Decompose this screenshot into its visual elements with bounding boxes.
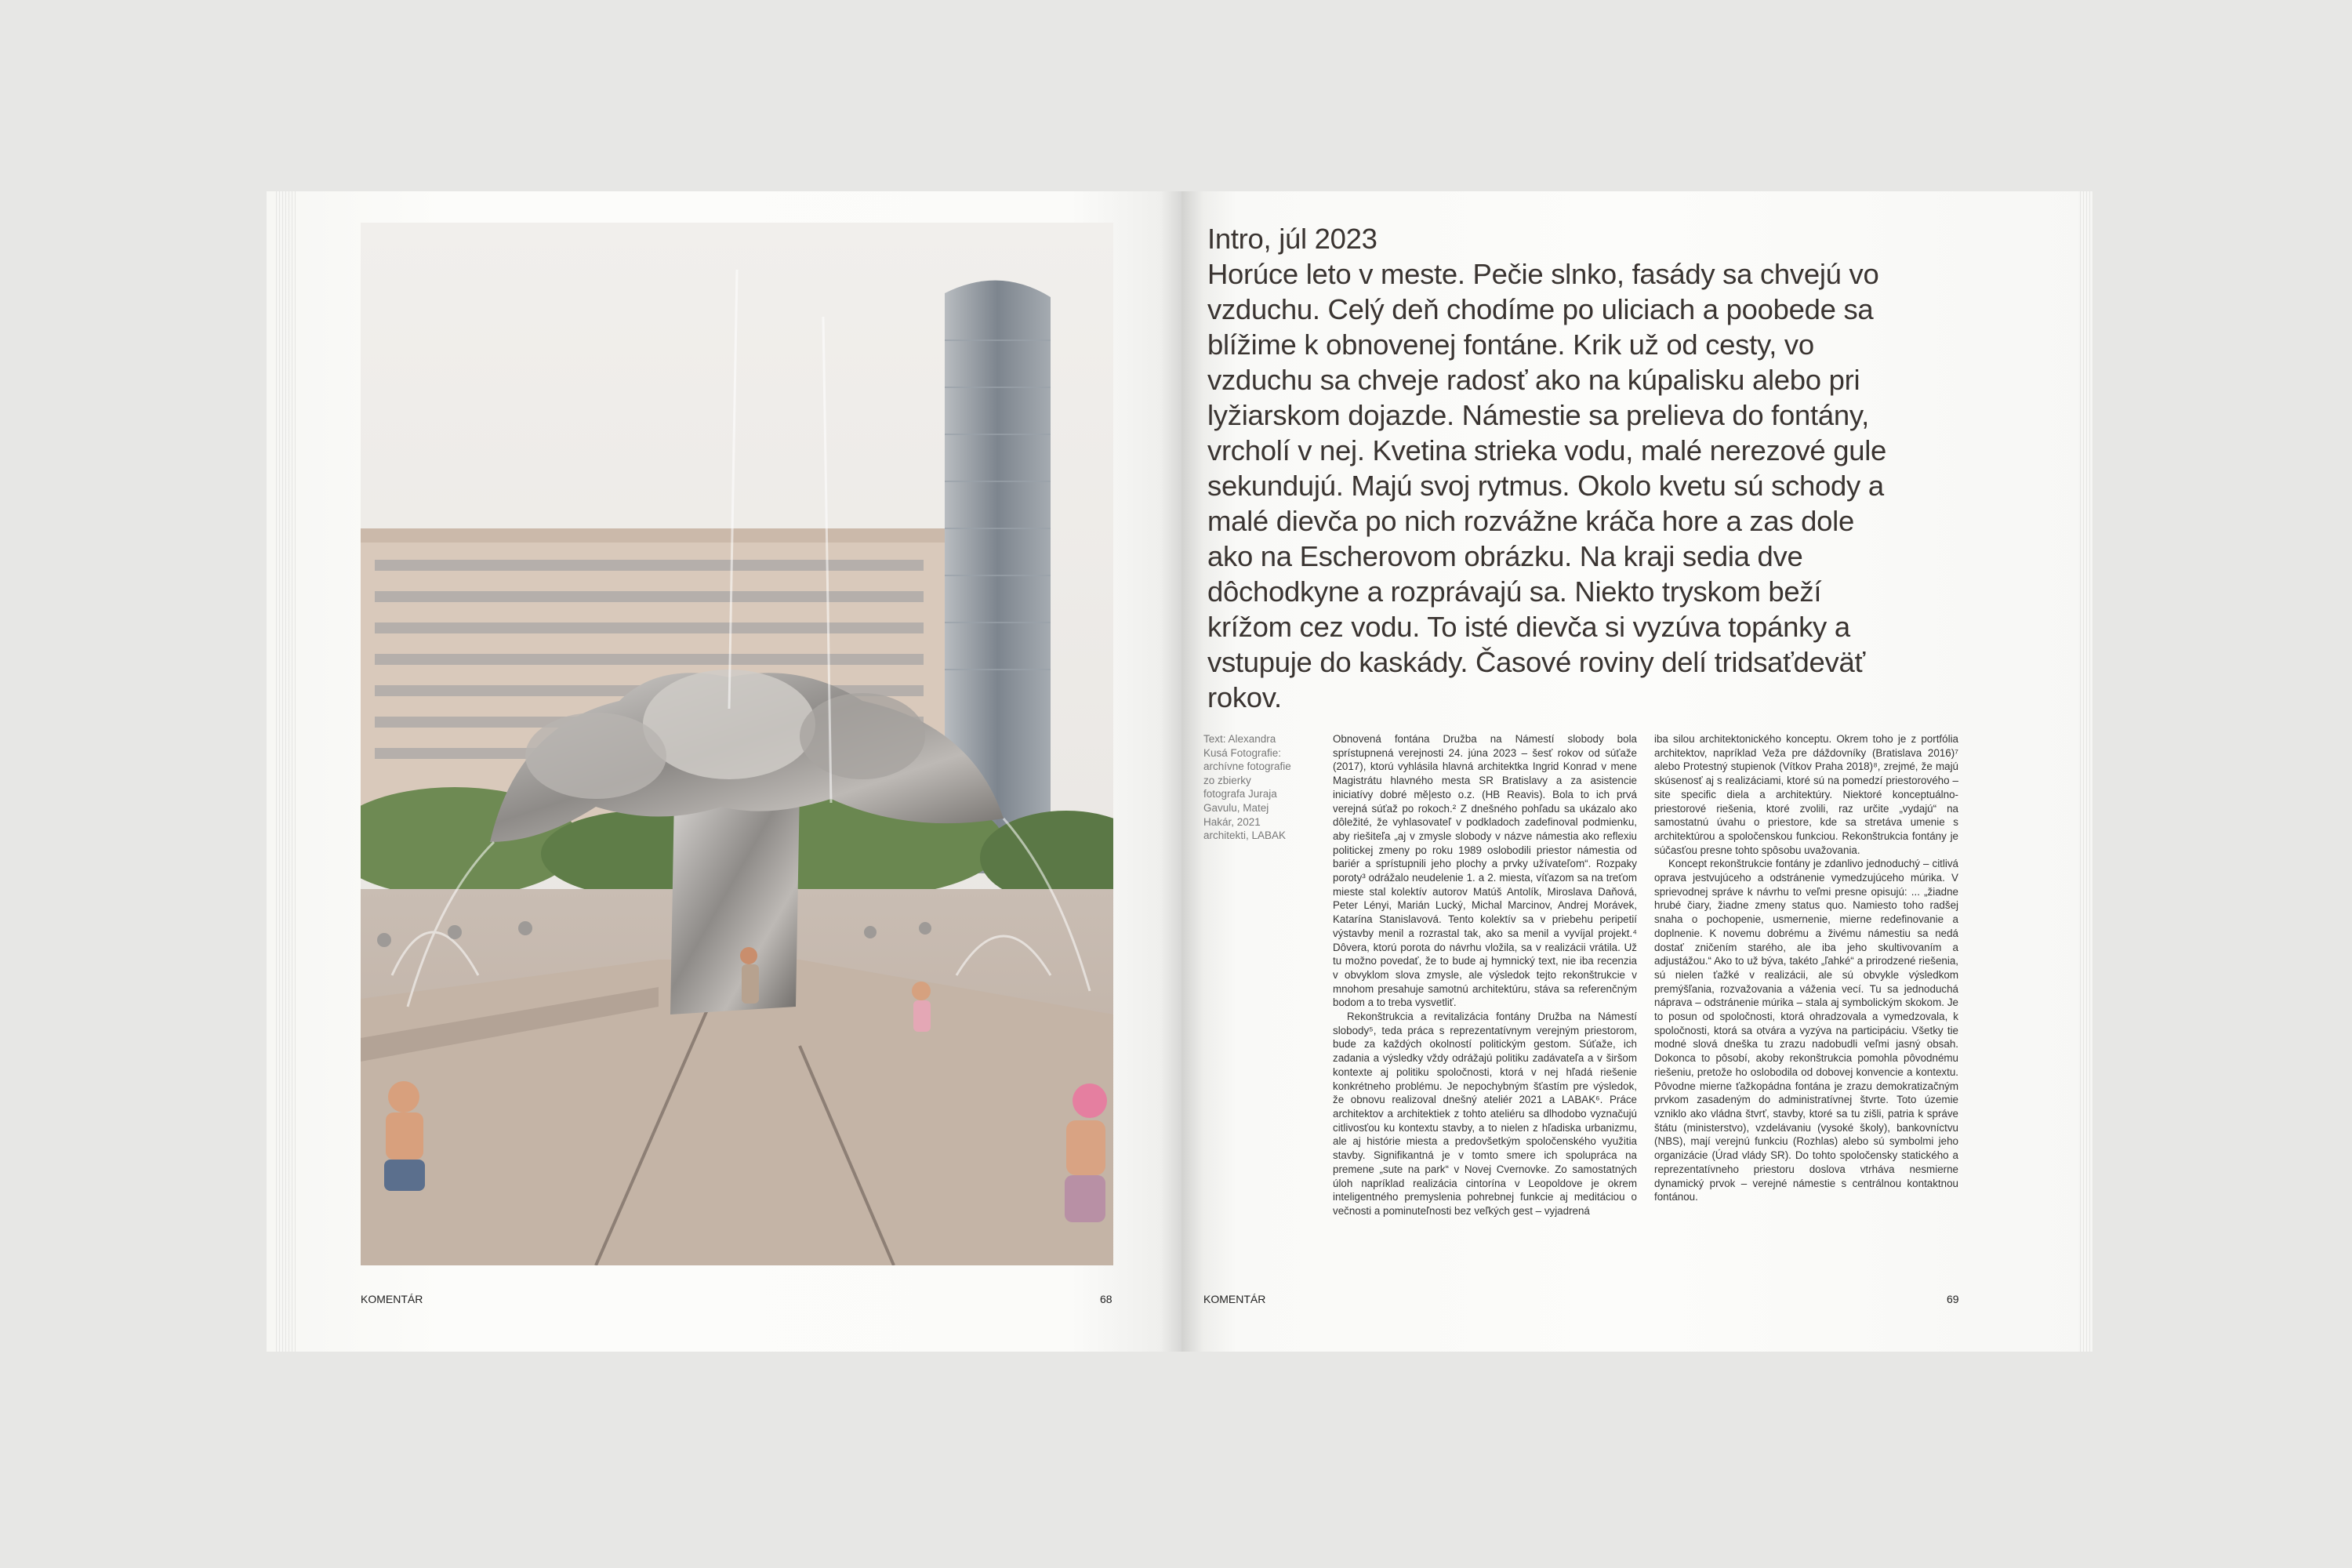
photo-fountain-icon (361, 223, 1113, 1265)
intro-text: Horúce leto v meste. Pečie slnko, fasády sa chvejú vo vzduchu. Celý deň chodíme po uliciach a poobede sa blížime k obnovenej fontáne. Krik už od cesty, vo vzduchu sa chveje radosť ako na kúpalisku alebo pri lyžiarskom dojazde. Námestie sa prelieva do fontány, vrcholí v nej. Kvetina strieka vodu, malé nerezové gule sekundujú. Majú svoj rytmus. Okolo kvetu sú schody a malé dievča po nich rozvážne kráča hore a zas dole ako na Escherovom obrázku. Na kraji sedia dve dôchodkyne a rozprávajú sa. Niekto tryskom beží krížom cez vodu. To isté dievča si vyzúva topánky a vstupuje do kaskády. Časové roviny delí tridsaťdeväť rokov. (1207, 258, 1887, 713)
left-footer-section: KOMENTÁR (361, 1293, 423, 1305)
column1-paragraph: Obnovená fontána Družba na Námestí slobody bola sprístupnená verejnosti 24. júna 2023 – šesť rokov od súťaže (2017), ktorú vyhlásila hlavná architektka Ingrid Konrad v mene Magistrátu hlavného mesta SR Bratislavy a za asistencie iniciatívy dobré mě|esto o.z. (HB Reavis). Bola to ich prvá verejná súťaž po rokoch.² Z dnešného pohľadu sa ukázalo ako dôležité, že vyhlasovateľ v podkladoch zadefinoval podmienku, aby riešiteľa „aj v zmysle slobody v názve námestia ako reflexiu politickej zmeny po roku 1989 oslobodili priestor námestia od bariér a sprístupnili jeho plochy a prvky užívateľom“. Rozpaky poroty³ odrážalo neudelenie 1. a 2. miesta, víťazom sa na treťom mieste stal kolektív autorov Matúš Antolík, Miroslava Daňová, Peter Lényi, Marián Lucký, Michal Marcinov, Andrej Morávek, Katarína Stanislavová. Tento kolektív sa v priebehu peripetií výstavby menil a rozrastal tak, ako sa menil a vyvíjal projekt.⁴ Dôvera, ktorú porota do návrhu vložila, sa v realizácii vrátila. Už tu možno povedať, že to bude aj hymnický text, nie iba recenzia v obvyklom slova zmysle, ale výsledok tejto rekonštrukcie v mnohom presahuje samotnú architektúru, stáva sa referenčným bodom a to treba vysvetliť. (1333, 733, 1637, 1009)
left-page (267, 191, 1181, 1352)
column2-paragraph: Koncept rekonštrukcie fontány je zdanlivo jednoduchý – citlivá oprava jestvujúceho a odstránenie vymedzujúceho múrika. V sprievodnej správe k návrhu to veľmi presne opisujú: ... „žiadne hrubé čiary, žiadne zmeny status quo. Namiesto toho radšej snaha o pochopenie, usmernenie, mierne redefinovanie a doplnenie. K novemu dobrému a živému námestiu sa nedá dostať zničením starého, ale iba jeho skultivovaním a adjustážou.“ Ako to už býva, takéto „ľahké“ a prirodzené riešenia, sú nielen ťažké v realizácii, ale sú obvykle výsledkom premýšľania, rozvažovania a váženia vecí. Tu sa jednoduchá náprava – odstránenie múrika – stala aj symbolickým skokom. Je to posun od spoločnosti, ktorá ohradzovala a vymedzovala, k spoločnosti, ktorá sa otvára a vyzýva na participáciu. Všetky tie modné slová dneška tu zrazu nadobudli veľmi jasný obsah. Dokonca to pôsobí, akoby rekonštrukcia pomohla pôvodnému riešeniu, pretože ho oslobodila od dobovej konvencie a kontextu. Pôvodne mierne ťažkopádna fontána je zrazu demokratizačným prvkom zasadeným do administratívnej štvrte. Toto územie vzniklo ako vládna štvrť, stavby, ktoré sa tu zišli, patria k správe štátu (ministerstvo), vzdelávaniu (vysoké školy), bankovníctvu (NBS), mají verejnú funkciu (Rozhlas) alebo sú symbolmi jeho organizácie (Úrad vlády SR). Do tohto spoločensky statického a reprezentatívneho priestoru doslova vtrháva nesmierne dynamický prvok – verejné námestie s centrálnou kontaktnou fontánou. (1654, 858, 1958, 1203)
column2-paragraph: iba silou architektonického konceptu. Okrem toho je z portfólia architektov, napríklad Veža pre dáždovníky (Bratislava 2016)⁷ alebo Protestný stupienok (Vítkov Praha 2018)⁸, zrejmé, že majú skúsenosť aj s realizáciami, ktoré sú na pomedzí priestorového – site specific diela a architektúry. Niektoré konceptuálno-priestorové riešenia, ktoré zvolili, raz určite „vydajú“ na samostatnú úvahu o priestore, kde sa stretáva umenie s architektúrou a spoločenskou funkciou. Rekonštrukcia fontány je súčasťou presne tohto spôsobu uvažovania. (1654, 733, 1958, 856)
right-page-number: 69 (1947, 1293, 1959, 1305)
intro-heading: Intro, júl 2023 (1207, 223, 1377, 255)
credits: Text: Alexandra Kusá Fotografie: archívne fotografie zo zbierky fotografa Juraja Gavulu, Matej Hakár, 2021 architekti, LABAK (1203, 733, 1291, 842)
left-page-number: 68 (1100, 1293, 1112, 1305)
open-magazine-spread (267, 191, 2093, 1352)
page-edge-stack (2078, 191, 2093, 1352)
body-column-1 (1333, 732, 1637, 1218)
spine-shadow (1160, 191, 1203, 1352)
page-edge-stack (276, 191, 296, 1352)
fountain-photo (361, 223, 1113, 1265)
body-column-2 (1654, 732, 1958, 1204)
intro-block (1207, 221, 1897, 715)
right-footer-section: KOMENTÁR (1203, 1293, 1266, 1305)
column1-paragraph: Rekonštrukcia a revitalizácia fontány Družba na Námestí slobody⁵, teda práca s reprezentatívnym verejným priestorom, bude za každých okolností politickým gestom. Súťaže, ich zadania a výsledky vždy odrážajú politiku zadávateľa a v širšom kontexte aj politiku spoločnosti, ktorá v nej hľadá riešenie konkrétneho problému. Je nepochybným šťastím pre výsledok, že obnovu realizoval dnešný ateliér 2021 a LABAK⁶. Práce architektov a architektiek z tohto ateliéru sa dlhodobo vyznačujú citlivosťou ku kontextu stavby, a to nielen z hľadiska urbanizmu, ale aj histórie miesta a predovšetkým spoločenského využitia stavby. Signifikantná je v tomto smere ich spolupráca na premene „sute na park“ v Novej Cvernovke. Zo samostatných úloh napríklad realizácia cintorína v Leopoldove je okrem inteligentného premyslenia pohrebnej funkcie aj meditáciou o večnosti a pominuteľnosti bez veľkých gest – vyjadrená (1333, 1011, 1637, 1217)
